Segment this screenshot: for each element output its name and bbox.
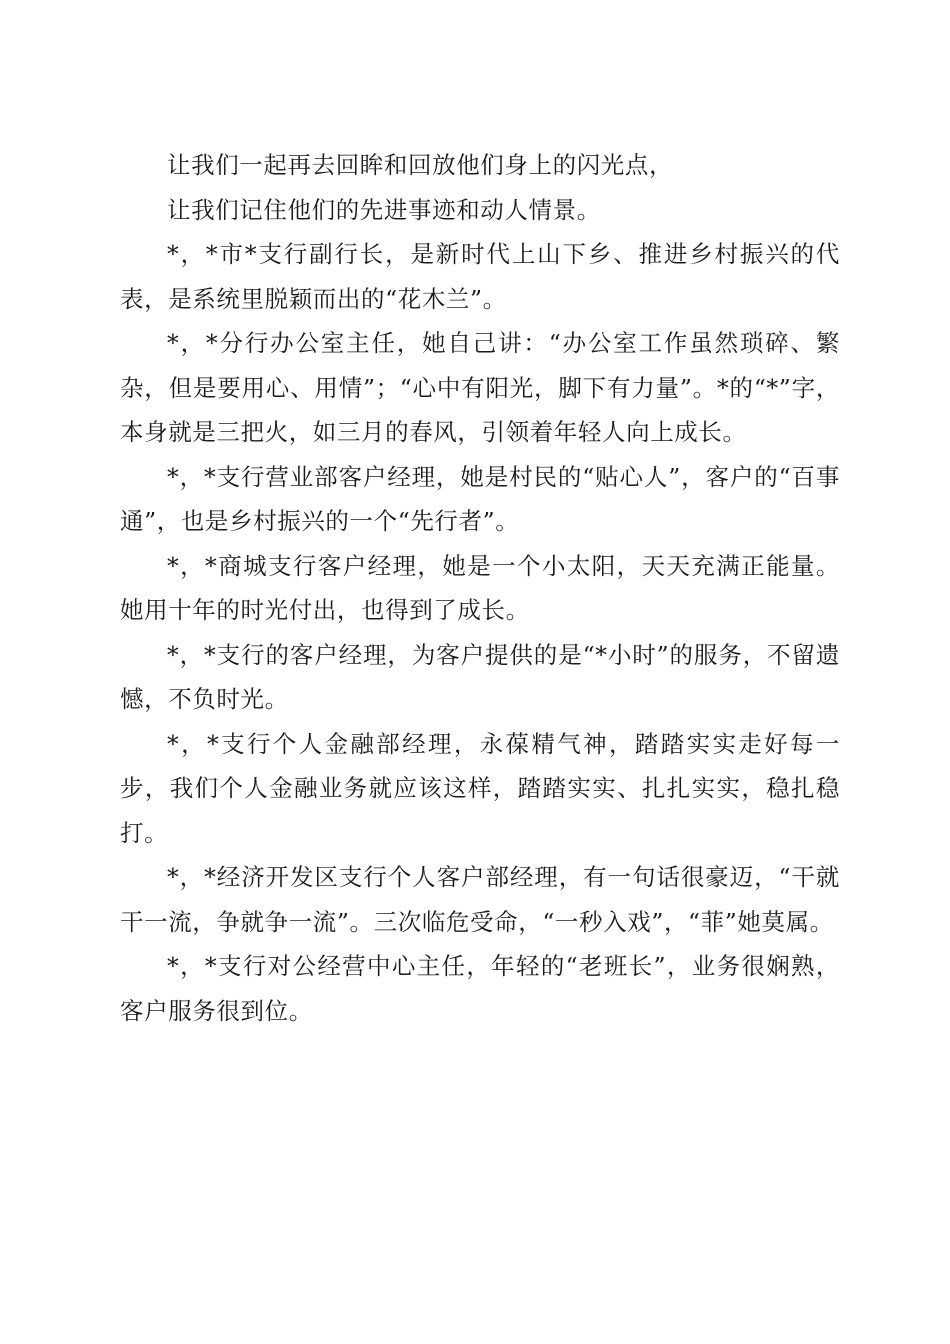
paragraph: *，*支行的客户经理，为客户提供的是“*小时”的服务，不留遗憾，不负时光。 bbox=[120, 640, 840, 713]
paragraph: *，*商城支行客户经理，她是一个小太阳，天天充满正能量。她用十年的时光付出，也得到了成长。 bbox=[120, 551, 840, 624]
paragraph: *，*支行个人金融部经理，永葆精气神，踏踏实实走好每一步，我们个人金融业务就应该这样，踏踏实实、扎扎实实，稳扎稳打。 bbox=[120, 729, 840, 847]
paragraph: *，*分行办公室主任，她自己讲：“办公室工作虽然琐碎、繁杂，但是要用心、用情”；“心中有阳光，脚下有力量”。*的“*”字，本身就是三把火，如三月的春风，引领着年轻人向上成长。 bbox=[120, 329, 840, 446]
paragraph: *，*市*支行副行长，是新时代上山下乡、推进乡村振兴的代表，是系统里脱颖而出的“花木兰”。 bbox=[120, 240, 840, 313]
paragraph: *，*经济开发区支行个人客户部经理，有一句话很豪迈，“干就干一流，争就争一流”。三次临危受命，“一秒入戏”，“菲”她莫属。 bbox=[120, 863, 840, 936]
paragraph: 让我们记住他们的先进事迹和动人情景。 bbox=[167, 195, 601, 224]
paragraph: *，*支行对公经营中心主任，年轻的“老班长”，业务很娴熟，客户服务很到位。 bbox=[120, 952, 840, 1025]
paragraph: *，*支行营业部客户经理，她是村民的“贴心人”，客户的“百事通”，也是乡村振兴的一个“先行者”。 bbox=[120, 462, 840, 535]
paragraph: 让我们一起再去回眸和回放他们身上的闪光点， bbox=[167, 151, 674, 179]
